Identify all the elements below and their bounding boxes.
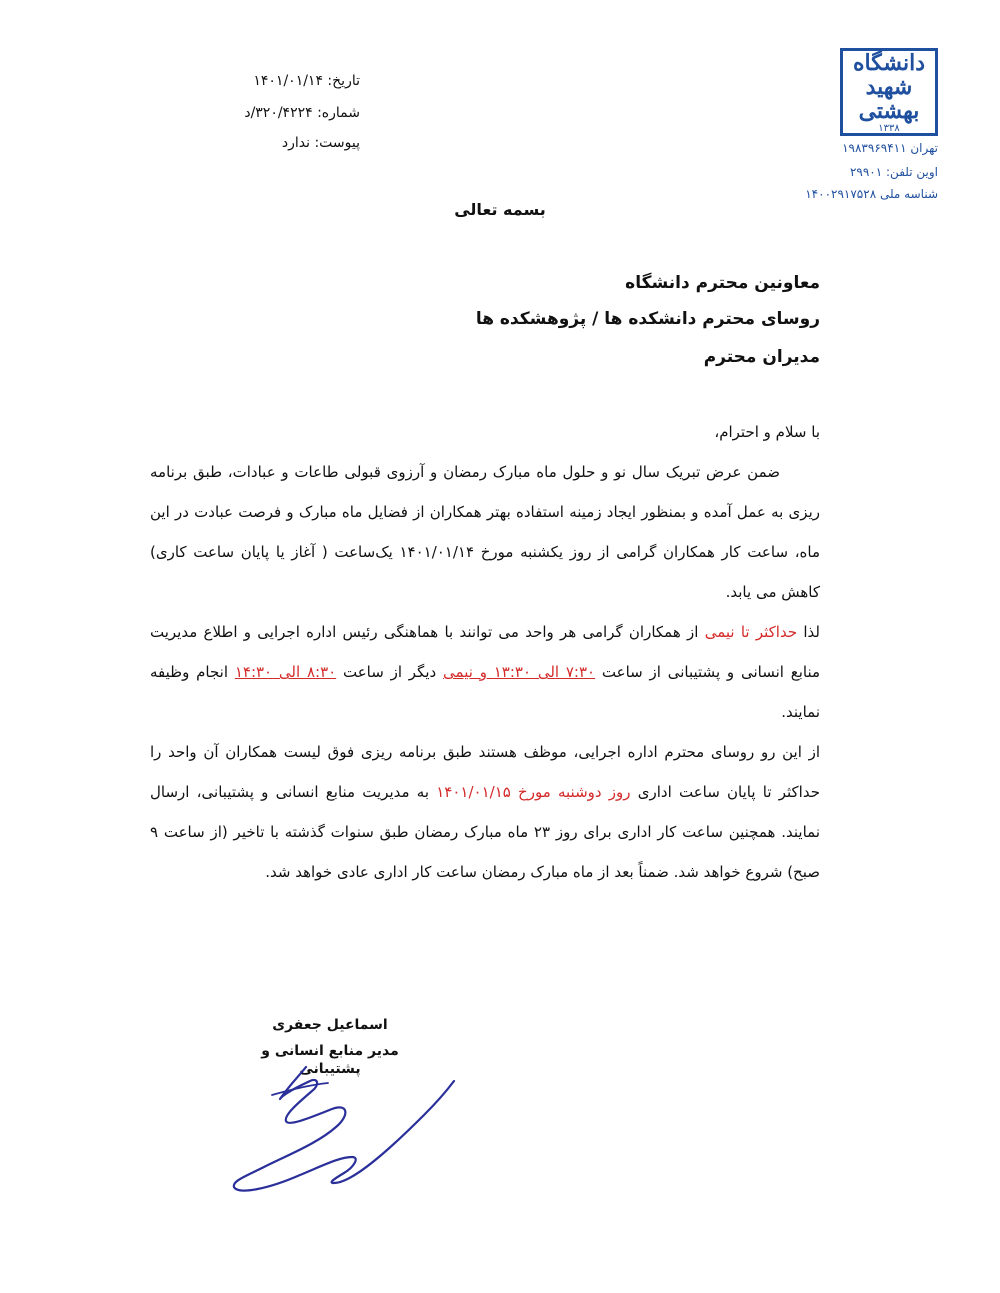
letter-date: تاریخ: ۱۴۰۱/۰۱/۱۴: [253, 73, 360, 89]
p2-text-a: لذا: [797, 623, 821, 641]
paragraph-3: [150, 732, 820, 892]
paragraph-1: ضمن عرض تبریک سال نو و حلول ماه مبارک رمضان و آرزوی قبولی طاعات و عبادات، طبق برنامه ریزی به عمل آمده و بمنظور ایجاد زمینه استفاده بهتر همکاران از فضایل ماه مبارک و فرصت عبادت در این ماه، ساعت کار همکاران گرامی از روز یکشنبه مورخ ۱۴۰۱/۰۱/۱۴ یک‌ساعت ( آغاز یا پایان ساعت کاری) کاهش می یابد.: [150, 463, 820, 601]
handwritten-signature-icon: [228, 1055, 460, 1195]
letter-body: [150, 412, 820, 892]
signer-name: اسماعیل جعفری: [272, 1017, 388, 1033]
recipient-line: معاونین محترم دانشگاه: [625, 273, 820, 293]
p2-highlight-half: حداکثر تا نیمی: [704, 623, 798, 641]
p3-text-b: به مدیریت منابع انسانی و پشتیبانی، ارسال نمایند. همچنین ساعت کار اداری برای روز ۲۳ ماه مبارک رمضان طبق سنوات گذشته با تاخیر (از ساعت ۹ صبح) شروع خواهد شد. ضمناً بعد از ماه مبارک رمضان ساعت کار اداری عادی خواهد شد.: [150, 783, 820, 881]
paragraph-2: [150, 612, 820, 732]
p3-highlight-deadline: روز دوشنبه مورخ ۱۴۰۱/۰۱/۱۵: [436, 783, 631, 801]
university-logo-icon: [840, 48, 938, 136]
p2-text-d: انجام وظیفه نمایند.: [150, 663, 820, 721]
p2-highlight-shift2: ۸:۳۰ الی ۱۴:۳۰: [234, 663, 337, 681]
contact-phone: اوین تلفن: ۲۹۹۰۱: [849, 165, 938, 179]
contact-national-id: شناسه ملی ۱۴۰۰۲۹۱۷۵۲۸: [805, 187, 938, 201]
p3-text-a: از این رو روسای محترم اداره اجرایی، موظف هستند طبق برنامه ریزی فوق لیست همکاران آن واحد را حداکثر تا پایان ساعت اداری: [150, 743, 820, 801]
recipient-line: مدیران محترم: [703, 347, 820, 367]
p2-highlight-shift1: ۷:۳۰ الی ۱۳:۳۰ و نیمی: [443, 663, 596, 681]
logo-text-2: شهید: [865, 73, 913, 100]
logo-text-1: دانشگاه: [852, 49, 926, 76]
p2-text-c: دیگر از ساعت: [336, 663, 444, 681]
recipient-line: روسای محترم دانشکده ها / پژوهشکده ها: [475, 309, 820, 329]
p2-text-b: از همکاران گرامی هر واحد می توانند با هماهنگی رئیس اداره اجرایی و اطلاع مدیریت منابع انسانی و پشتیبانی از ساعت: [150, 623, 821, 681]
logo-year: ۱۳۳۸: [878, 122, 900, 134]
letter-number: شماره: ۳۲۰/۴۲۲۴/د: [244, 105, 360, 121]
logo-text-3: بهشتی: [858, 97, 920, 124]
letter-attachment: پیوست: ندارد: [281, 135, 360, 151]
signer-title: مدیر منابع انسانی و پشتیبانی: [261, 1043, 399, 1077]
greeting: با سلام و احترام،: [714, 423, 820, 441]
bismillah-heading: بسمه تعالی: [454, 200, 546, 219]
contact-address: تهران ۱۹۸۳۹۶۹۴۱۱: [842, 141, 938, 155]
